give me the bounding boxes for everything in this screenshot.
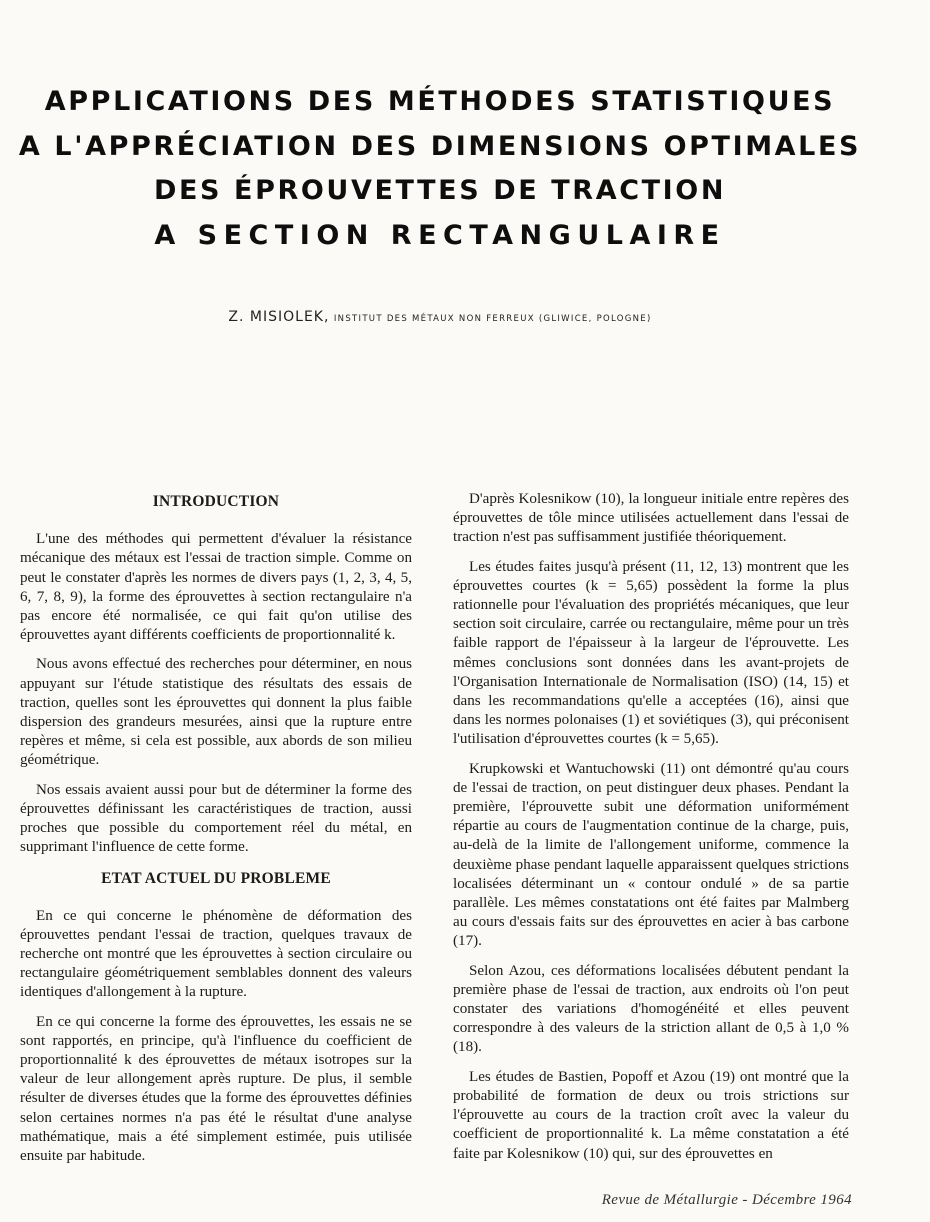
title-line-4: A SECTION RECTANGULAIRE xyxy=(154,219,726,251)
paragraph: Krupkowski et Wantuchowski (11) ont démontré qu'au cours de l'essai de traction, on peut distinguer deux phases. Pendant la première, l'éprouvette subit une déformation uniformément répartie au cours de l'augmentation continue de la charge, puis, au-delà de la limite de l'allongement uniforme, commence la deuxième phase pendant laquelle apparaissent quelques strictions localisées déterminant un « contour ondulé » de sa partie parallèle. Les mêmes constatations ont été faites par Malmberg au cours d'essais faits sur des éprouvettes en acier à bas carbone (17). xyxy=(453,760,849,950)
article-title xyxy=(0,80,880,258)
paragraph: L'une des méthodes qui permettent d'évaluer la résistance mécanique des métaux est l'essai de traction simple. Comme on peut le constater d'après les normes de divers pays (1, 2, 3, 4, 5, 6, 7, 8, 9), la forme des éprouvettes à section rectangulaire n'a pas encore été normalisée, ce qui fait qu'on utilise des éprouvettes ayant différents coefficients de proportionnalité k. xyxy=(20,531,412,644)
author-affiliation: INSTITUT DES MÉTAUX NON FERREUX (GLIWICE, POLOGNE) xyxy=(333,314,652,324)
paragraph: Les études faites jusqu'à présent (11, 12, 13) montrent que les éprouvettes courtes (k = 5,65) possèdent la forme la plus rationnelle pour l'évaluation des propriétés mécaniques, que leur section soit circulaire, carrée ou rectangulaire, même pour un très faible rapport de l'épaisseur à la largeur de l'éprouvette. Les mêmes conclusions sont données dans les avant-projets de l'Organisation Internationale de Normalisation (ISO) (14, 15) et dans les recommandations qu'elle a acceptées (16), ainsi que dans les normes polonaises (1) et soviétiques (3), qui préconisent l'utilisation d'éprouvettes courtes (k = 5,65). xyxy=(453,558,849,748)
right-column xyxy=(453,490,849,1174)
paragraph: Les études de Bastien, Popoff et Azou (19) ont montré que la probabilité de formation de deux ou trois strictions sur l'éprouvette au cours de la traction croît avec la valeur du coefficient de proportionnalité k. La même constatation a été faite par Kolesnikow (10) qui, sur des éprouvettes en xyxy=(453,1068,849,1162)
title-line-2: A L'APPRÉCIATION DES DIMENSIONS OPTIMALES xyxy=(18,130,862,162)
paragraph: En ce qui concerne le phénomène de déformation des éprouvettes pendant l'essai de traction, quelques travaux de recherche ont montré que les éprouvettes à section circulaire ou rectangulaire géométriquement semblables donnent des valeurs identiques d'allongement à la rupture. xyxy=(20,907,412,1001)
paragraph: Nous avons effectué des recherches pour déterminer, en nous appuyant sur l'étude statistique des résultats des essais de traction, quelles sont les éprouvettes qui donnent la plus faible dispersion des grandeurs mesurées, ainsi que la rupture entre repères et même, si cela est possible, aux abords de son milieu géométrique. xyxy=(20,656,412,769)
left-column xyxy=(20,488,412,1176)
section-heading-introduction: INTRODUCTION xyxy=(152,493,280,510)
author-name: Z. MISIOLEK, xyxy=(228,309,330,325)
author-line xyxy=(200,309,680,325)
section-heading-etat-actuel: ETAT ACTUEL DU PROBLEME xyxy=(101,870,331,888)
paragraph: En ce qui concerne la forme des éprouvettes, les essais ne se sont rapportés, en principe, qu'à l'influence du coefficient de proportionnalité k des éprouvettes de métaux isotropes sur la valeur de leur allongement après rupture. De plus, il semble résulter de diverses études que la forme des éprouvettes définies selon certaines normes n'a pas été le résultat d'une analyse mathématique, mais a été simplement estimée, puis utilisée ensuite par habitude. xyxy=(20,1013,412,1165)
paragraph: Nos essais avaient aussi pour but de déterminer la forme des éprouvettes définissant les caractéristiques de traction, aussi proches que possible du comportement réel du métal, en supprimant l'influence de cette forme. xyxy=(20,781,412,856)
paragraph: Selon Azou, ces déformations localisées débutent pendant la première phase de l'essai de traction, aux endroits où l'on peut constater des variations d'homogénéité et elles peuvent correspondre à des valeurs de la striction allant de 0,5 à 1,0 % (18). xyxy=(453,962,849,1056)
title-line-1: APPLICATIONS DES MÉTHODES STATISTIQUES xyxy=(44,86,836,117)
title-line-3: DES ÉPROUVETTES DE TRACTION xyxy=(153,175,727,206)
paragraph: D'après Kolesnikow (10), la longueur initiale entre repères des éprouvettes de tôle mince utilisées actuellement dans l'essai de traction n'est pas suffisamment justifiée théoriquement. xyxy=(453,491,849,546)
journal-footer: Revue de Métallurgie - Décembre 1964 xyxy=(601,1192,852,1208)
